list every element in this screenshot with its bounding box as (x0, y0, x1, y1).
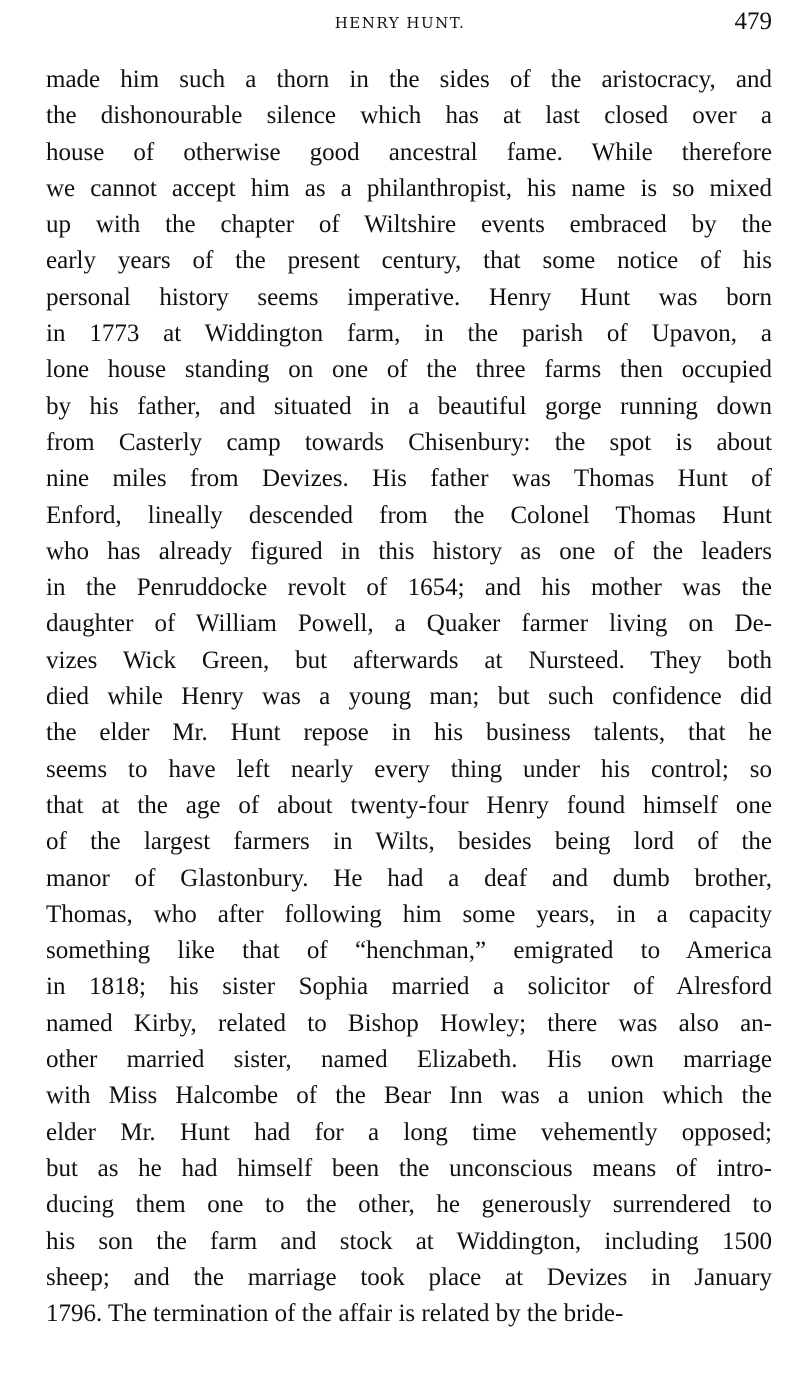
text-line: in 1773 at Widdington farm, in the parish of Upavon, a (46, 320, 772, 348)
text-line: 1796. The termination of the affair is related by the bride- (46, 1300, 624, 1328)
text-line: personal history seems imperative. Henry Hunt was born (46, 283, 772, 311)
text-line: other married sister, named Elizabeth. His own marriage (46, 1046, 772, 1074)
body-text (46, 62, 772, 1332)
text-line: sheep; and the marriage took place at Devizes in January (46, 1263, 772, 1291)
text-line: daughter of William Powell, a Quaker farmer living on De- (46, 610, 772, 638)
text-line: nine miles from Devizes. His father was Thomas Hunt of (46, 465, 772, 493)
text-line: in 1818; his sister Sophia married a solicitor of Alresford (46, 973, 772, 1001)
text-line: by his father, and situated in a beautiful gorge running down (46, 392, 772, 420)
running-title: HENRY HUNT. (334, 14, 466, 32)
text-line: the dishonourable silence which has at last closed over a (46, 102, 772, 130)
text-line: lone house standing on one of the three farms then occupied (46, 356, 772, 384)
text-line: early years of the present century, that some notice of his (46, 247, 772, 275)
text-line: we cannot accept him as a philanthropist, his name is so mixed (46, 174, 772, 202)
text-line: ducing them one to the other, he generously surrendered to (46, 1191, 772, 1219)
text-line: who has already figured in this history as one of the leaders (46, 537, 772, 565)
text-line: in the Penruddocke revolt of 1654; and his mother was the (46, 574, 772, 602)
text-line: died while Henry was a young man; but such confidence did (46, 683, 772, 711)
text-line: the elder Mr. Hunt repose in his business talents, that he (46, 719, 772, 747)
text-line: of the largest farmers in Wilts, besides being lord of the (46, 828, 772, 856)
text-line: seems to have left nearly every thing under his control; so (46, 755, 772, 783)
text-line: elder Mr. Hunt had for a long time vehemently opposed; (46, 1118, 772, 1146)
text-line: made him such a thorn in the sides of the aristocracy, and (46, 66, 772, 93)
text-line: from Casterly camp towards Chisenbury: the spot is about (46, 428, 772, 456)
text-line: vizes Wick Green, but afterwards at Nursteed. They both (46, 646, 772, 674)
text-line: with Miss Halcombe of the Bear Inn was a union which the (46, 1082, 772, 1110)
text-line: that at the age of about twenty-four Henry found himself one (46, 791, 772, 819)
text-line: Thomas, who after following him some years, in a capacity (46, 900, 772, 928)
running-head (0, 8, 800, 38)
text-line: up with the chapter of Wiltshire events embraced by the (46, 211, 772, 239)
text-line: Enford, lineally descended from the Colonel Thomas Hunt (46, 501, 772, 529)
text-line: house of otherwise good ancestral fame. While therefore (46, 138, 772, 166)
text-line: manor of Glastonbury. He had a deaf and dumb brother, (46, 864, 772, 892)
text-line: but as he had himself been the unconscious means of intro- (46, 1154, 772, 1182)
page-number: 479 (734, 8, 772, 35)
text-line: something like that of “henchman,” emigrated to America (46, 937, 772, 965)
text-line: named Kirby, related to Bishop Howley; there was also an- (46, 1009, 772, 1037)
text-line: his son the farm and stock at Widdington, including 1500 (46, 1227, 772, 1255)
